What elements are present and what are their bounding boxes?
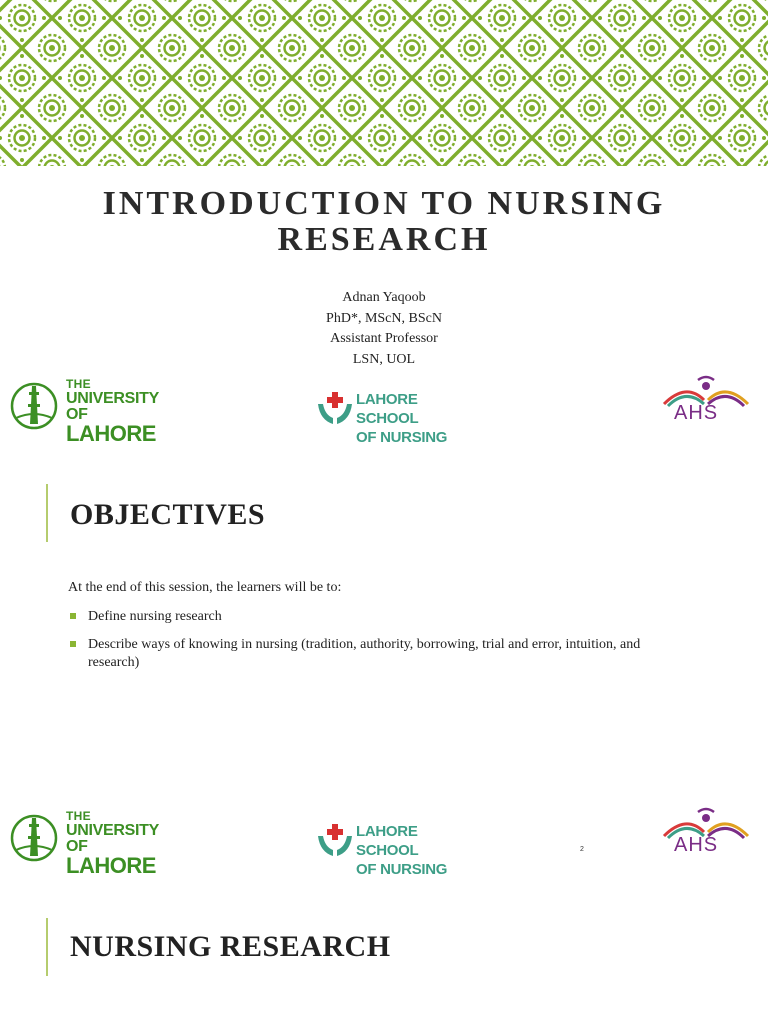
title-line-2: RESEARCH — [277, 221, 491, 258]
logo-row — [0, 377, 768, 446]
title-line-1: INTRODUCTION TO NURSING — [102, 185, 666, 222]
presenter-degrees: PhD*, MScN, BScN — [326, 310, 442, 326]
uol-logo-line-2: UNIVERSITY OF — [66, 390, 159, 423]
uol-logo-line-1: THE — [66, 809, 91, 823]
list-item — [68, 636, 668, 672]
bullet-square-icon — [70, 613, 76, 619]
lsn-logo-line-2: OF NURSING — [356, 861, 448, 878]
presenter-position: Assistant Professor — [330, 331, 438, 346]
nursing-research-heading: NURSING RESEARCH — [70, 930, 391, 963]
bullet-text: Define nursing research — [88, 609, 222, 624]
university-of-lahore-logo — [10, 809, 180, 878]
presenter-institution: LSN, UOL — [352, 351, 416, 367]
uol-logo-line-1: THE — [66, 377, 91, 391]
lsn-logo-line-1: LAHORE SCHOOL — [356, 391, 419, 427]
bullet-square-icon — [70, 641, 76, 647]
bullet-text: Describe ways of knowing in nursing (tradition, authority, borrowing, trial and error, intuition, and research) — [88, 637, 641, 670]
uol-logo-line-3: LAHORE — [66, 853, 156, 878]
accent-bar — [46, 484, 48, 542]
ahs-logo — [656, 374, 756, 434]
lsn-logo-line-2: OF NURSING — [356, 429, 448, 446]
objectives-list — [68, 608, 668, 682]
objectives-slide — [0, 470, 768, 878]
logo-row — [0, 809, 768, 878]
page-number: 2 — [580, 846, 584, 853]
accent-bar — [46, 918, 48, 976]
lsn-logo-line-1: LAHORE SCHOOL — [356, 823, 419, 859]
hands-cross-icon — [316, 822, 354, 860]
minar-emblem-icon — [10, 810, 62, 862]
hands-cross-icon — [316, 390, 354, 428]
decorative-pattern-banner — [0, 0, 768, 166]
lahore-school-of-nursing-logo — [316, 390, 466, 446]
list-item — [68, 608, 668, 626]
nursing-research-slide — [0, 900, 768, 1024]
university-of-lahore-logo — [10, 377, 180, 446]
uol-logo-line-3: LAHORE — [66, 421, 156, 446]
lahore-school-of-nursing-logo — [316, 822, 466, 878]
presenter-name: Adnan Yaqoob — [342, 290, 426, 305]
uol-logo-line-2: UNIVERSITY OF — [66, 822, 159, 855]
title-slide — [0, 0, 768, 446]
minar-emblem-icon — [10, 378, 62, 430]
objectives-heading: OBJECTIVES — [70, 498, 266, 531]
presenter-info — [0, 288, 768, 370]
ahs-logo-text: AHS — [674, 834, 719, 856]
presentation-title — [0, 186, 768, 258]
ahs-logo — [656, 806, 756, 866]
ahs-logo-text: AHS — [674, 402, 719, 424]
objectives-intro: At the end of this session, the learners will be to: — [68, 580, 342, 595]
